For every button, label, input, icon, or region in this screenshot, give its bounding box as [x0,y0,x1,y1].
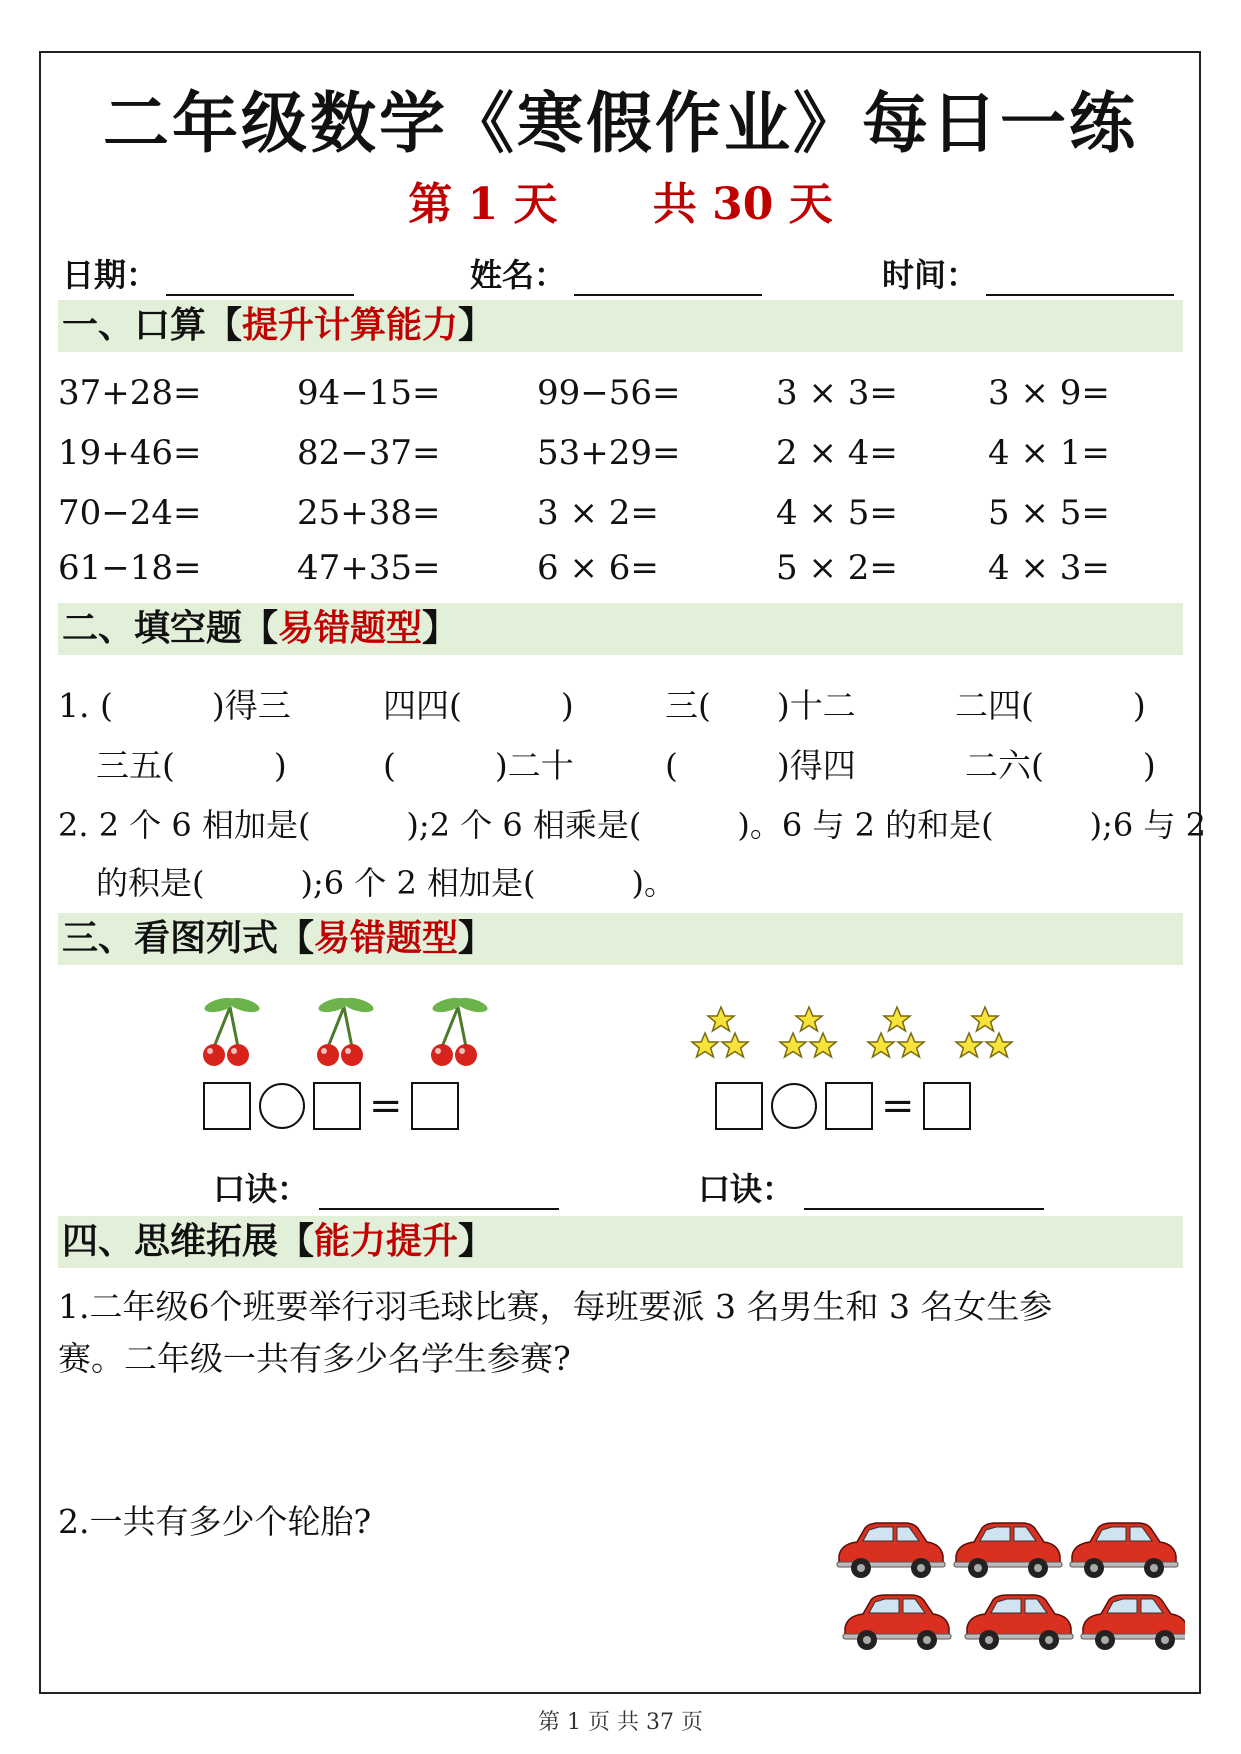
car-icon [1070,1523,1178,1578]
time-field[interactable] [882,250,1174,296]
fill-question-2-cont[interactable]: 的积是( );6 个 2 相加是( )。 [96,864,676,902]
operator-circle[interactable] [771,1083,817,1129]
section-heading: 一、口算【 [62,305,243,346]
cherry-icon [317,995,375,1066]
section-heading: 三、看图列式【 [62,918,315,959]
time-blank[interactable] [986,262,1174,296]
fill-item[interactable]: 二四( ) [955,686,1146,725]
calc-item: 3 × 9= [988,373,1110,413]
fill-item[interactable]: 三五( ) [96,746,287,785]
fill-item[interactable]: 二六( ) [965,746,1156,785]
answer-box[interactable] [411,1082,459,1130]
calc-item: 5 × 5= [988,493,1110,533]
section-fill-blanks [58,603,1183,655]
cherries-picture [190,995,510,1075]
fill-question-2[interactable]: 2. 2 个 6 相加是( );2 个 6 相乘是( )。6 与 2 的和是( );6 与 2 [58,806,1206,844]
calc-item: 4 × 3= [988,548,1110,588]
car-icon [1081,1595,1185,1650]
date-label: 日期： [62,256,159,294]
problem-2: 2.一共有多少个轮胎? [58,1502,372,1541]
car-icon [843,1595,951,1650]
star-group-icon [780,1007,836,1057]
car-icon [965,1595,1073,1650]
rhyme-label: 口诀： [698,1170,795,1208]
cars-picture [835,1510,1185,1660]
calc-item: 2 × 4= [776,433,898,473]
rhyme-blank[interactable] [319,1180,559,1210]
calc-item: 4 × 1= [988,433,1110,473]
page-footer: 第 1 页 共 37 页 [538,1710,703,1735]
equation-stars [715,1082,971,1130]
star-group-icon [692,1007,748,1057]
car-icon [954,1523,1062,1578]
calc-item: 47+35= [297,548,441,588]
car-icon [837,1523,945,1578]
rhyme-field-right[interactable] [698,1164,1044,1210]
equals-sign: = [881,1083,915,1129]
name-label: 姓名： [470,256,567,294]
total-days-label: 共 30 天 [652,179,833,230]
fill-item[interactable]: ( )得四 [665,746,856,785]
calc-item: 4 × 5= [776,493,898,533]
calc-item: 99−56= [537,373,681,413]
rhyme-blank[interactable] [804,1180,1044,1210]
day-label: 第 1 天 [408,179,558,230]
section-picture-equation [58,913,1183,965]
name-blank[interactable] [574,262,762,296]
problem-1-line: 赛。二年级一共有多少名学生参赛? [58,1339,571,1378]
time-label: 时间： [882,256,979,294]
problem-1-line: 1.二年级6个班要举行羽毛球比赛，每班要派 3 名男生和 3 名女生参 [58,1287,1053,1326]
cherry-icon [203,995,261,1066]
calc-item: 3 × 3= [776,373,898,413]
answer-box[interactable] [313,1082,361,1130]
fill-item[interactable]: ( )二十 [383,746,574,785]
answer-box[interactable] [715,1082,763,1130]
section-highlight: 提升计算能力 [242,305,459,346]
cherry-icon [431,995,489,1066]
section-highlight: 能力提升 [314,1221,459,1262]
section-bracket: 】 [458,305,495,346]
calc-item: 19+46= [58,433,202,473]
calc-item: 53+29= [537,433,681,473]
section-bracket: 】 [458,1221,495,1262]
section-bracket: 】 [422,608,459,649]
name-field[interactable] [470,250,762,296]
calc-item: 37+28= [58,373,202,413]
calc-item: 82−37= [297,433,441,473]
problem-1 [58,1281,1188,1385]
equation-cherries [203,1082,459,1130]
calc-item: 5 × 2= [776,548,898,588]
answer-box[interactable] [825,1082,873,1130]
calc-item: 70−24= [58,493,202,533]
answer-box[interactable] [923,1082,971,1130]
section-heading: 四、思维拓展【 [62,1221,315,1262]
section-highlight: 易错题型 [278,608,423,649]
fill-item[interactable]: 1. ( )得三 [58,686,291,725]
operator-circle[interactable] [259,1083,305,1129]
section-mental-math [58,300,1183,352]
stars-picture [685,1002,1035,1072]
page-subtitle [0,168,1241,232]
calc-item: 94−15= [297,373,441,413]
star-group-icon [956,1007,1012,1057]
date-field[interactable] [62,250,354,296]
section-bracket: 】 [458,918,495,959]
answer-box[interactable] [203,1082,251,1130]
fill-item[interactable]: 三( )十二 [665,686,856,725]
section-extension [58,1216,1183,1268]
calc-item: 25+38= [297,493,441,533]
calc-item: 61−18= [58,548,202,588]
rhyme-label: 口诀： [213,1170,310,1208]
rhyme-field-left[interactable] [213,1164,559,1210]
fill-item[interactable]: 四四( ) [383,686,574,725]
calc-item: 3 × 2= [537,493,659,533]
star-group-icon [868,1007,924,1057]
date-blank[interactable] [166,262,354,296]
section-highlight: 易错题型 [314,918,459,959]
calc-item: 6 × 6= [537,548,659,588]
equals-sign: = [369,1083,403,1129]
section-heading: 二、填空题【 [62,608,279,649]
page-title: 二年级数学《寒假作业》每日一练 [103,85,1138,162]
